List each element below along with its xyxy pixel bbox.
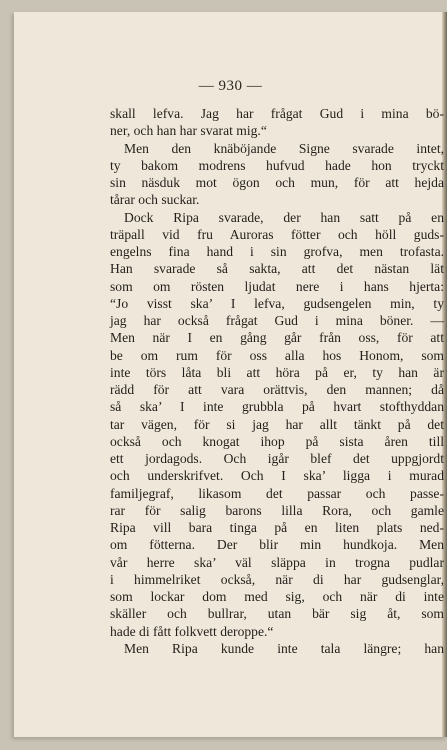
text-line: tårar och suckar.: [110, 192, 200, 208]
text-line: Dock Ripa svarade, der han satt på en: [124, 209, 444, 225]
text-line: sin näsduk mot ögon och mun, för att hejda: [110, 175, 444, 190]
text-line: engelns fina hand i sin grofva, men trofasta.: [110, 244, 444, 259]
body-text: [110, 105, 444, 657]
text-line: skäller och bullrar, utan bär sig åt, som: [110, 606, 444, 622]
text-line: Men när I en gång går från oss, för att: [110, 330, 444, 346]
page-number: — 930 —: [198, 78, 263, 94]
text-line: skall lefva. Jag har frågat Gud i mina bö-: [110, 106, 444, 121]
text-line: Men den knäböjande Signe svarade intet,: [124, 140, 444, 156]
text-line: inte törs låta bli att höra på er, ty han är: [110, 364, 444, 380]
text-line: och underskrifvet. Och I ska’ ligga i murad: [110, 468, 444, 484]
text-line: ett jordagods. Och igår blef det uppgjordt: [110, 451, 444, 466]
text-line: be om rum för oss alla hos Honom, som: [110, 347, 444, 363]
text-line: om fötterna. Der blir min hundkoja. Men: [110, 537, 444, 553]
text-line: i himmelriket också, när di har gudsenglar,: [110, 571, 444, 587]
text-line: rar för salig barons lilla Rora, och gamle: [110, 502, 444, 518]
text-line: Men Ripa kunde inte tala längre; han: [124, 640, 444, 656]
text-line: Han svarade så sakta, att det nästan lät: [110, 261, 444, 277]
text-line: ner, och han har svarat mig.“: [110, 123, 267, 139]
book-page: [14, 12, 447, 737]
text-line: som om rösten ljudat nere i hans hjerta:: [110, 278, 444, 294]
text-line: tar vägen, för si jag har allt tänkt på det: [110, 416, 444, 432]
text-line: också och knogat ihop på sista åren till: [110, 433, 444, 449]
text-line: Ripa vill bara tinga på en liten plats ned-: [110, 520, 444, 535]
text-line: rädd för att vara orättvis, den mannen; då: [110, 382, 444, 397]
text-line: ty bakom modrens hufvud hade hon tryckt: [110, 157, 444, 173]
text-line: träpall vid fru Auroras fötter och höll guds-: [110, 226, 444, 242]
text-line: som lockar dom med sig, och när di inte: [110, 589, 444, 604]
text-line: så ska’ I inte grubbla på hvart stofthyddan: [110, 399, 444, 415]
text-line: jag har också frågat Gud i mina böner. —: [110, 313, 444, 328]
text-line: vår herre ska’ väl släppa in trogna pudlar: [110, 554, 444, 570]
text-line: familjegraf, likasom det passar och passe-: [110, 485, 444, 501]
text-line: “Jo visst ska’ I lefva, gudsengelen min, ty: [110, 295, 444, 311]
text-line: hade di fått folkvett deroppe.“: [110, 623, 274, 639]
